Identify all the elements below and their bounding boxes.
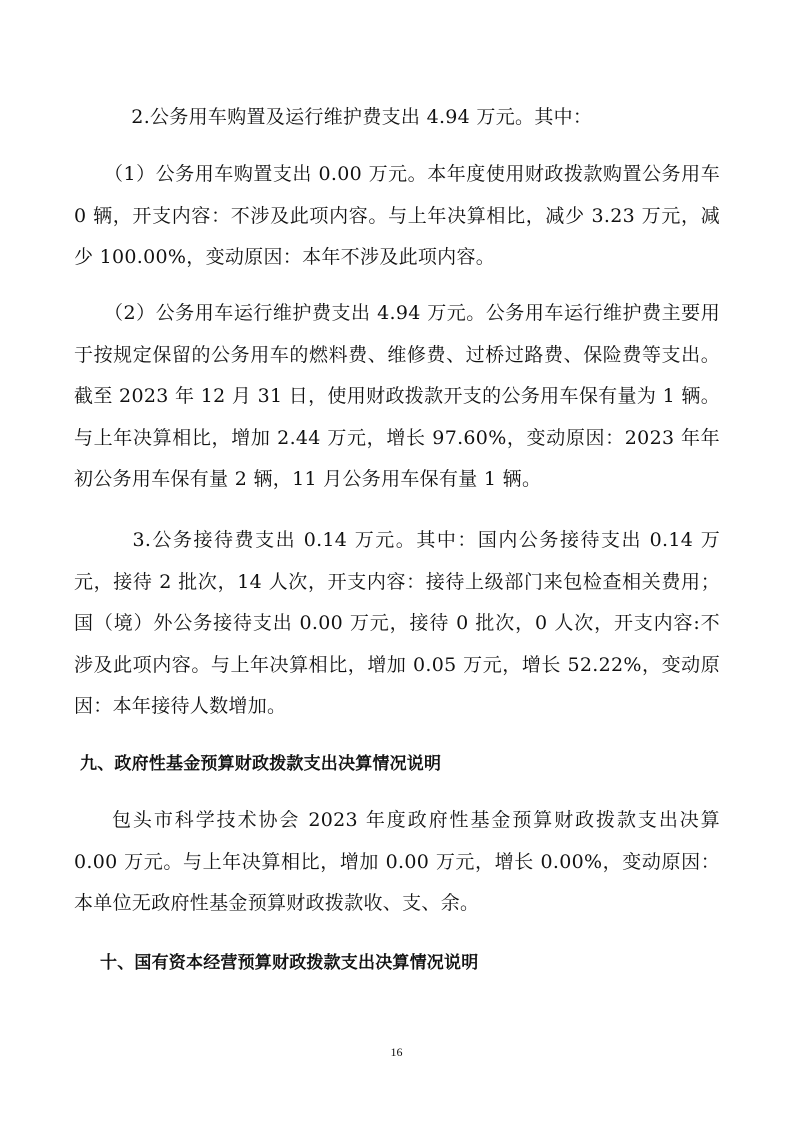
- section-heading-state-capital: 十、国有资本经营预算财政拨款支出决算情况说明: [100, 953, 479, 973]
- paragraph-government-fund: 包头市科学技术协会 2023 年度政府性基金预算财政拨款支出决算 0.00 万元。与上年决算相比，增加 0.00 万元，增长 0.00%，变动原因：本单位无政府性基金预算财政拨款收、支、余。: [74, 809, 720, 914]
- paragraph-vehicle-expense-summary: 2.公务用车购置及运行维护费支出 4.94 万元。其中：: [112, 106, 593, 128]
- section-heading-government-fund: 九、政府性基金预算财政拨款支出决算情况说明: [80, 754, 442, 774]
- paragraph-vehicle-purchase: （1）公务用车购置支出 0.00 万元。本年度使用财政拨款购置公务用车 0 辆，开支内容：不涉及此项内容。与上年决算相比，减少 3.23 万元，减少 100.00%，变动原因：本年不涉及此项内容。: [74, 163, 720, 268]
- paragraph-vehicle-maintenance: （2）公务用车运行维护费支出 4.94 万元。公务用车运行维护费主要用于按规定保留的公务用车的燃料费、维修费、过桥过路费、保险费等支出。截至 2023 年 12 月 31 日，使用财政拨款开支的公务用车保有量为 1 辆。与上年决算相比，增加 2.44 万元，增长 97.60%，变动原因：2023 年年初公务用车保有量 2 辆，11 月公务用车保有量 1 辆。: [74, 302, 720, 490]
- paragraph-reception-expense: 3.公务接待费支出 0.14 万元。其中：国内公务接待支出 0.14 万元，接待 2 批次，14 人次，开支内容：接待上级部门来包检查相关费用；国（境）外公务接待支出 0.00 万元，接待 0 批次，0 人次，开支内容:不涉及此项内容。与上年决算相比，增加 0.05 万元，增长 52.22%，变动原因：本年接待人数增加。: [74, 529, 720, 717]
- page-number: 16: [390, 1045, 403, 1059]
